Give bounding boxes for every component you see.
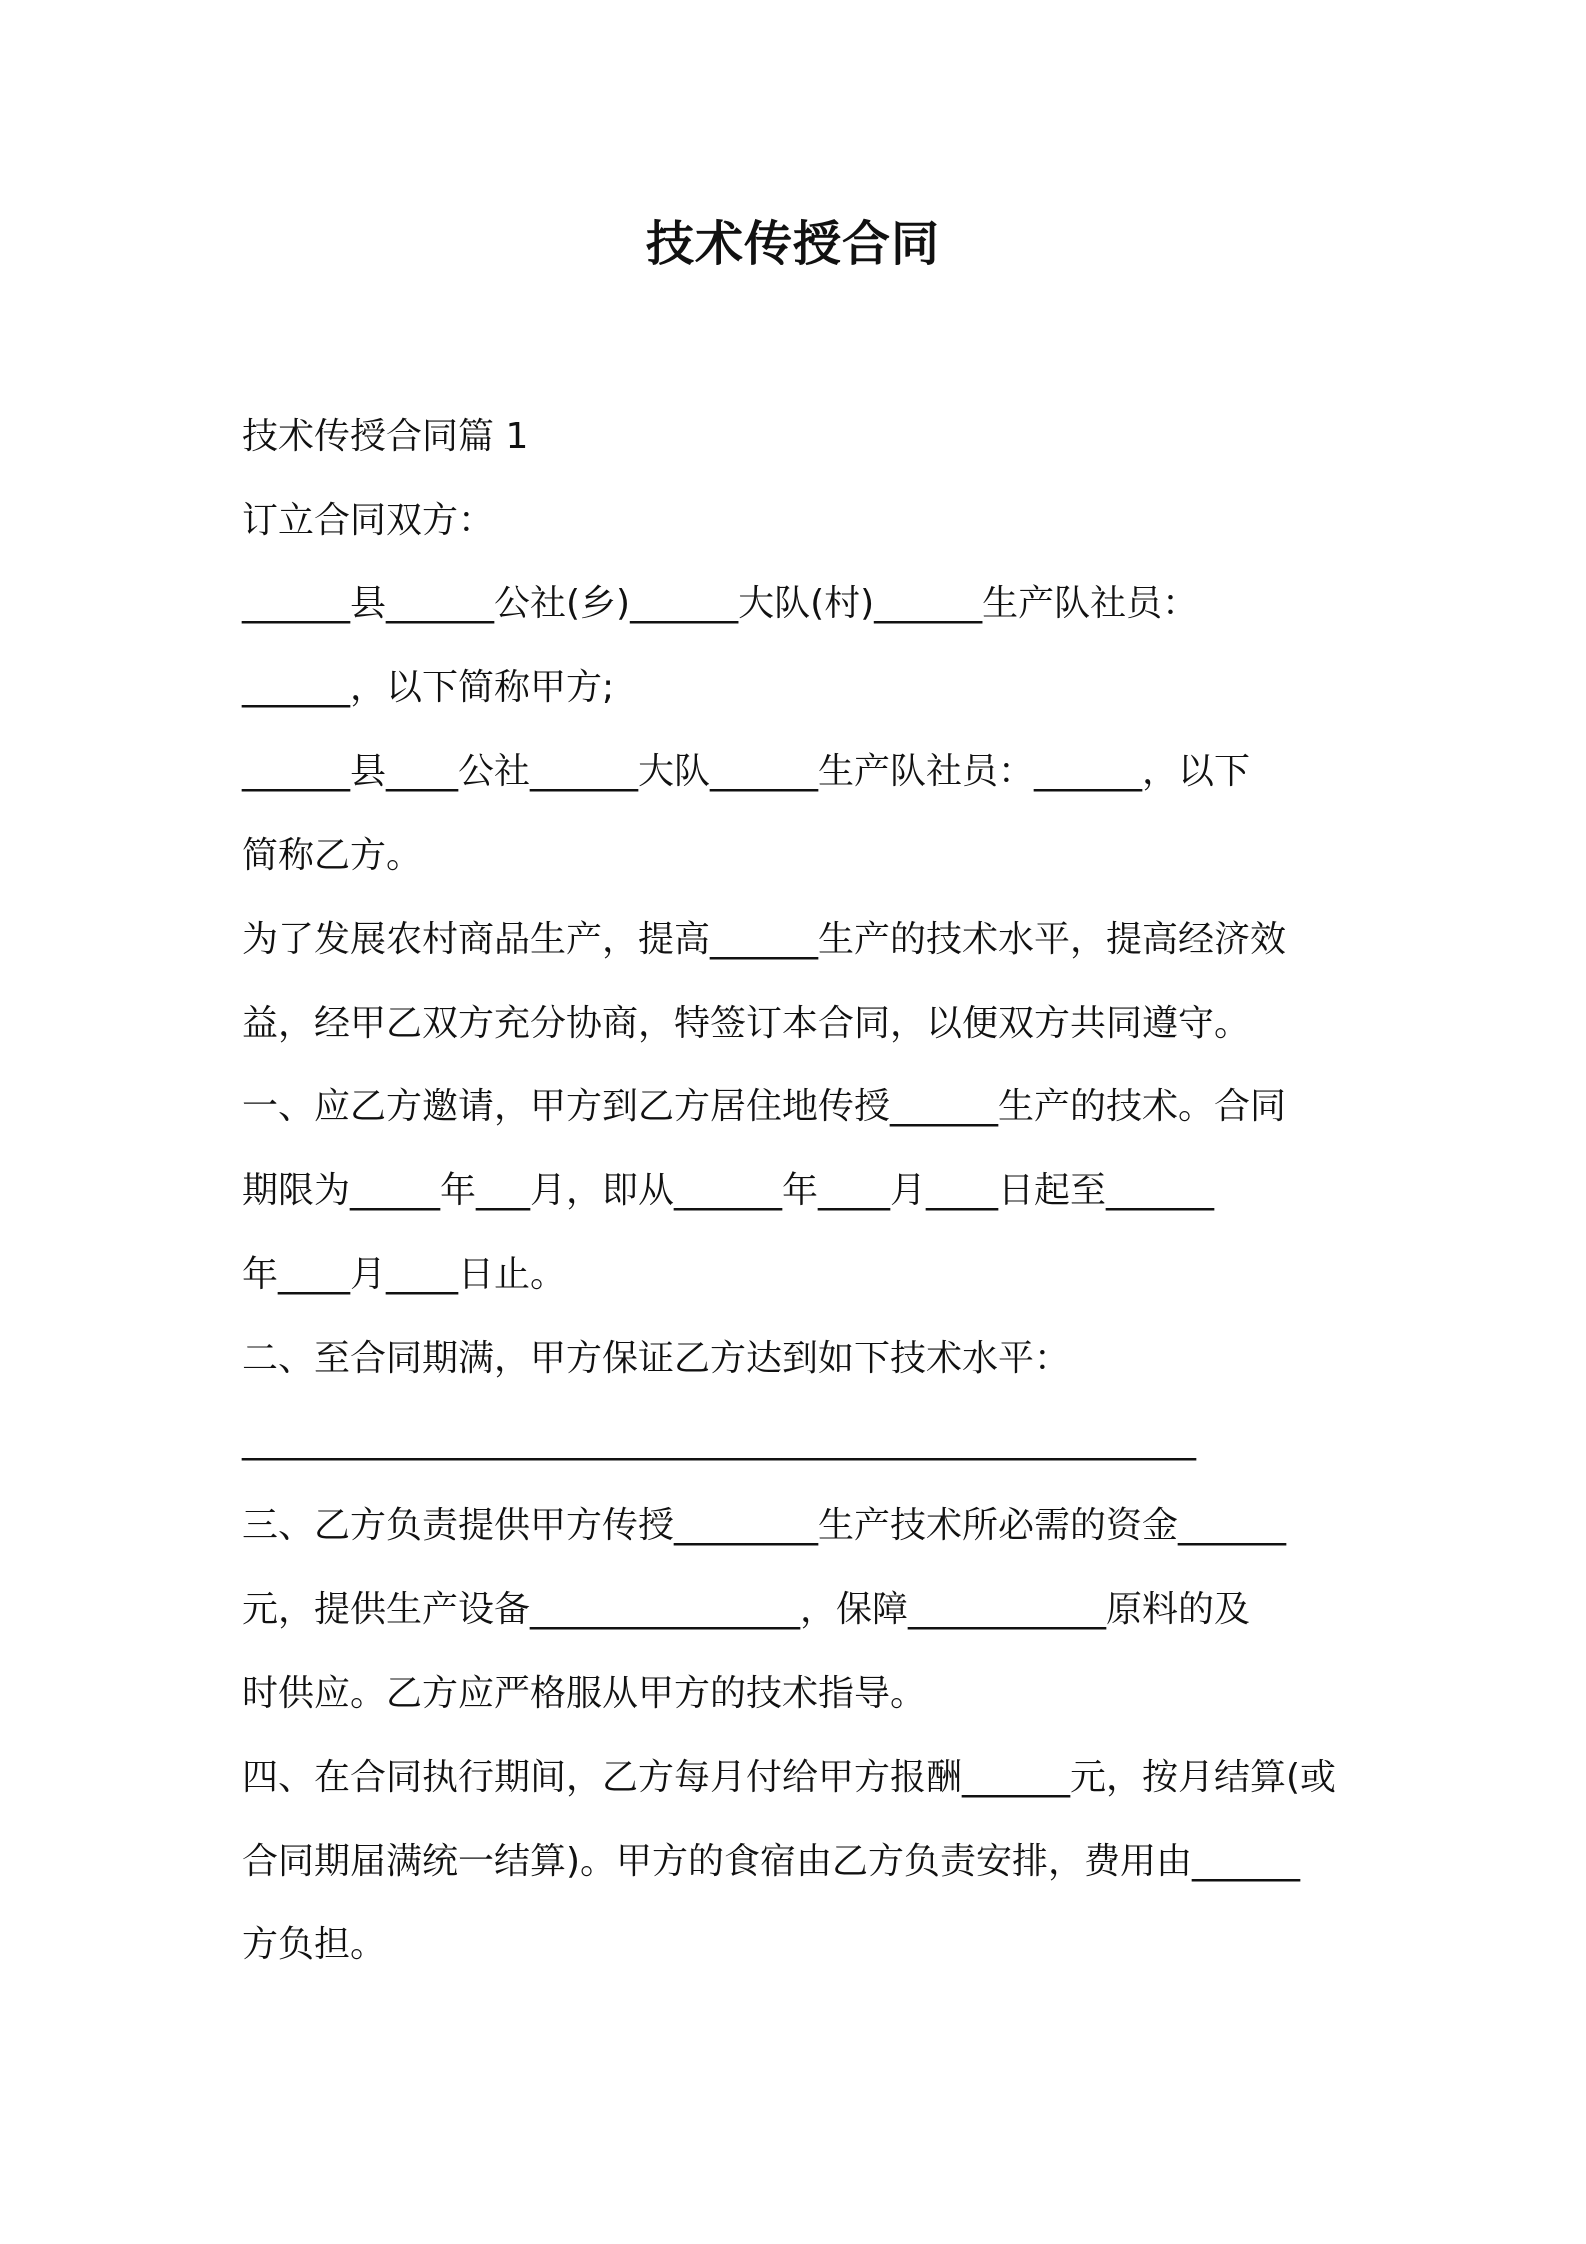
text-line: ______，以下简称甲方; <box>242 667 615 708</box>
text-line: 订立合同双方： <box>242 500 495 541</box>
text-line: 元，提供生产设备_______________，保障___________原料的及 <box>242 1589 1251 1630</box>
document-title: 技术传授合同 <box>645 216 940 272</box>
text-line: 方负担。 <box>242 1924 387 1965</box>
text-line: 四、在合同执行期间，乙方每月付给甲方报酬______元，按月结算(或 <box>242 1757 1337 1798</box>
text-line: 三、乙方负责提供甲方传授________生产技术所必需的资金______ <box>242 1505 1287 1546</box>
text-line: 为了发展农村商品生产，提高______生产的技术水平，提高经济效 <box>242 919 1287 960</box>
section-heading: 技术传授合同篇 1 <box>242 416 529 457</box>
text-line: 时供应。乙方应严格服从甲方的技术指导。 <box>242 1673 927 1714</box>
text-line: 一、应乙方邀请，甲方到乙方居住地传授______生产的技术。合同 <box>242 1086 1287 1127</box>
text-line: 年____月____日止。 <box>242 1254 567 1295</box>
text-line: 简称乙方。 <box>242 835 423 876</box>
text-line: 期限为_____年___月，即从______年____月____日起至______ <box>242 1170 1215 1211</box>
text-line: 合同期届满统一结算)。甲方的食宿由乙方负责安排，费用由______ <box>242 1841 1301 1882</box>
text-line: ______县____公社______大队______生产队社员：______，以下 <box>242 751 1251 792</box>
blank-fill-line: _____________________________________________________ <box>242 1420 1196 1461</box>
text-line: 益，经甲乙双方充分协商，特签订本合同，以便双方共同遵守。 <box>242 1003 1251 1044</box>
text-line: 二、至合同期满，甲方保证乙方达到如下技术水平： <box>242 1338 1071 1379</box>
text-line: ______县______公社(乡)______大队(村)______生产队社员： <box>242 583 1199 624</box>
